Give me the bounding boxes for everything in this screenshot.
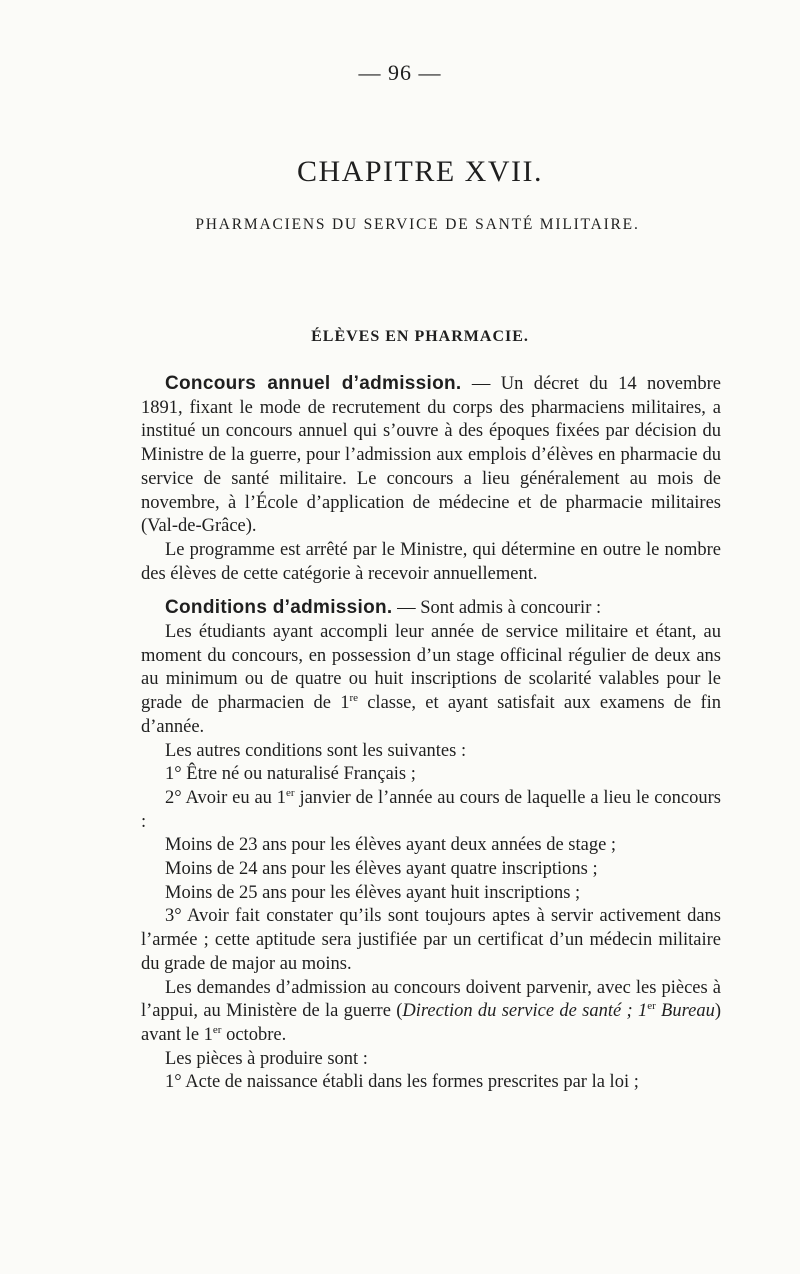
- list-subitem: Moins de 25 ans pour les élèves ayant huit inscriptions ;: [165, 882, 581, 903]
- list-item: 1° Être né ou naturalisé Français ;: [165, 764, 416, 785]
- run-in-heading: Conditions d’admission.: [165, 597, 393, 619]
- list-item: 2° Avoir eu au 1er janvier de l’année au cours de laquelle a lieu le concours :: [141, 786, 721, 832]
- paragraph-text: — Un décret du 14 novembre 1891, fixant le mode de recrutement du corps des pharmaciens militaires, a institué un concours annuel qui s’ouvre à des époques fixées par décision du Ministre de la guerre, pour l’admission aux emplois d’élèves en pharmacie du service de santé militaire. Le concours a lieu généralement au mois de novembre, à l’École d’application de médecine et de pharmacie militaires (Val-de-Grâce).: [141, 374, 721, 537]
- paragraph-autres-conditions: Les autres conditions sont les suivantes :: [165, 740, 467, 761]
- paragraph-text: — Sont admis à concourir :: [392, 598, 602, 619]
- page-number: — 96 —: [358, 60, 442, 85]
- list-subitem: Moins de 24 ans pour les élèves ayant quatre inscriptions ;: [165, 859, 598, 880]
- chapter-title: CHAPITRE XVII.: [297, 155, 543, 188]
- paragraph-programme: Le programme est arrêté par le Ministre, qui détermine en outre le nombre des élèves de cette catégorie à recevoir annuellement.: [141, 539, 721, 584]
- chapter-subtitle: PHARMACIENS DU SERVICE DE SANTÉ MILITAIRE.: [195, 216, 640, 233]
- run-in-heading: Concours annuel d’admission.: [165, 373, 462, 394]
- list-item: 1° Acte de naissance établi dans les formes prescrites par la loi ;: [165, 1072, 639, 1093]
- section-title: ÉLÈVES EN PHARMACIE.: [311, 328, 529, 345]
- paragraph-demandes: Les demandes d’admission au concours doivent parvenir, avec les pièces à l’appui, au Ministère de la guerre (Direction du service de santé ; 1er Bureau) avant le 1er octobre.: [141, 977, 721, 1045]
- paragraph-conditions: [141, 596, 721, 621]
- paragraph-concours: [141, 372, 721, 539]
- list-item: 3° Avoir fait constater qu’ils sont toujours aptes à servir activement dans l’armée ; cette aptitude sera justifiée par un certificat d’un médecin militaire du grade de major au moins.: [141, 906, 721, 974]
- paragraph-etudiants: Les étudiants ayant accompli leur année de service militaire et étant, au moment du concours, en possession d’un stage officinal régulier de deux ans au minimum ou de quatre ou huit inscriptions de scolarité valables pour le grade de pharmacien de 1re classe, et ayant satisfait aux examens de fin d’année.: [141, 622, 722, 737]
- list-subitem: Moins de 23 ans pour les élèves ayant deux années de stage ;: [165, 835, 617, 856]
- body-text: [141, 372, 721, 1095]
- paragraph-pieces: Les pièces à produire sont :: [165, 1048, 368, 1069]
